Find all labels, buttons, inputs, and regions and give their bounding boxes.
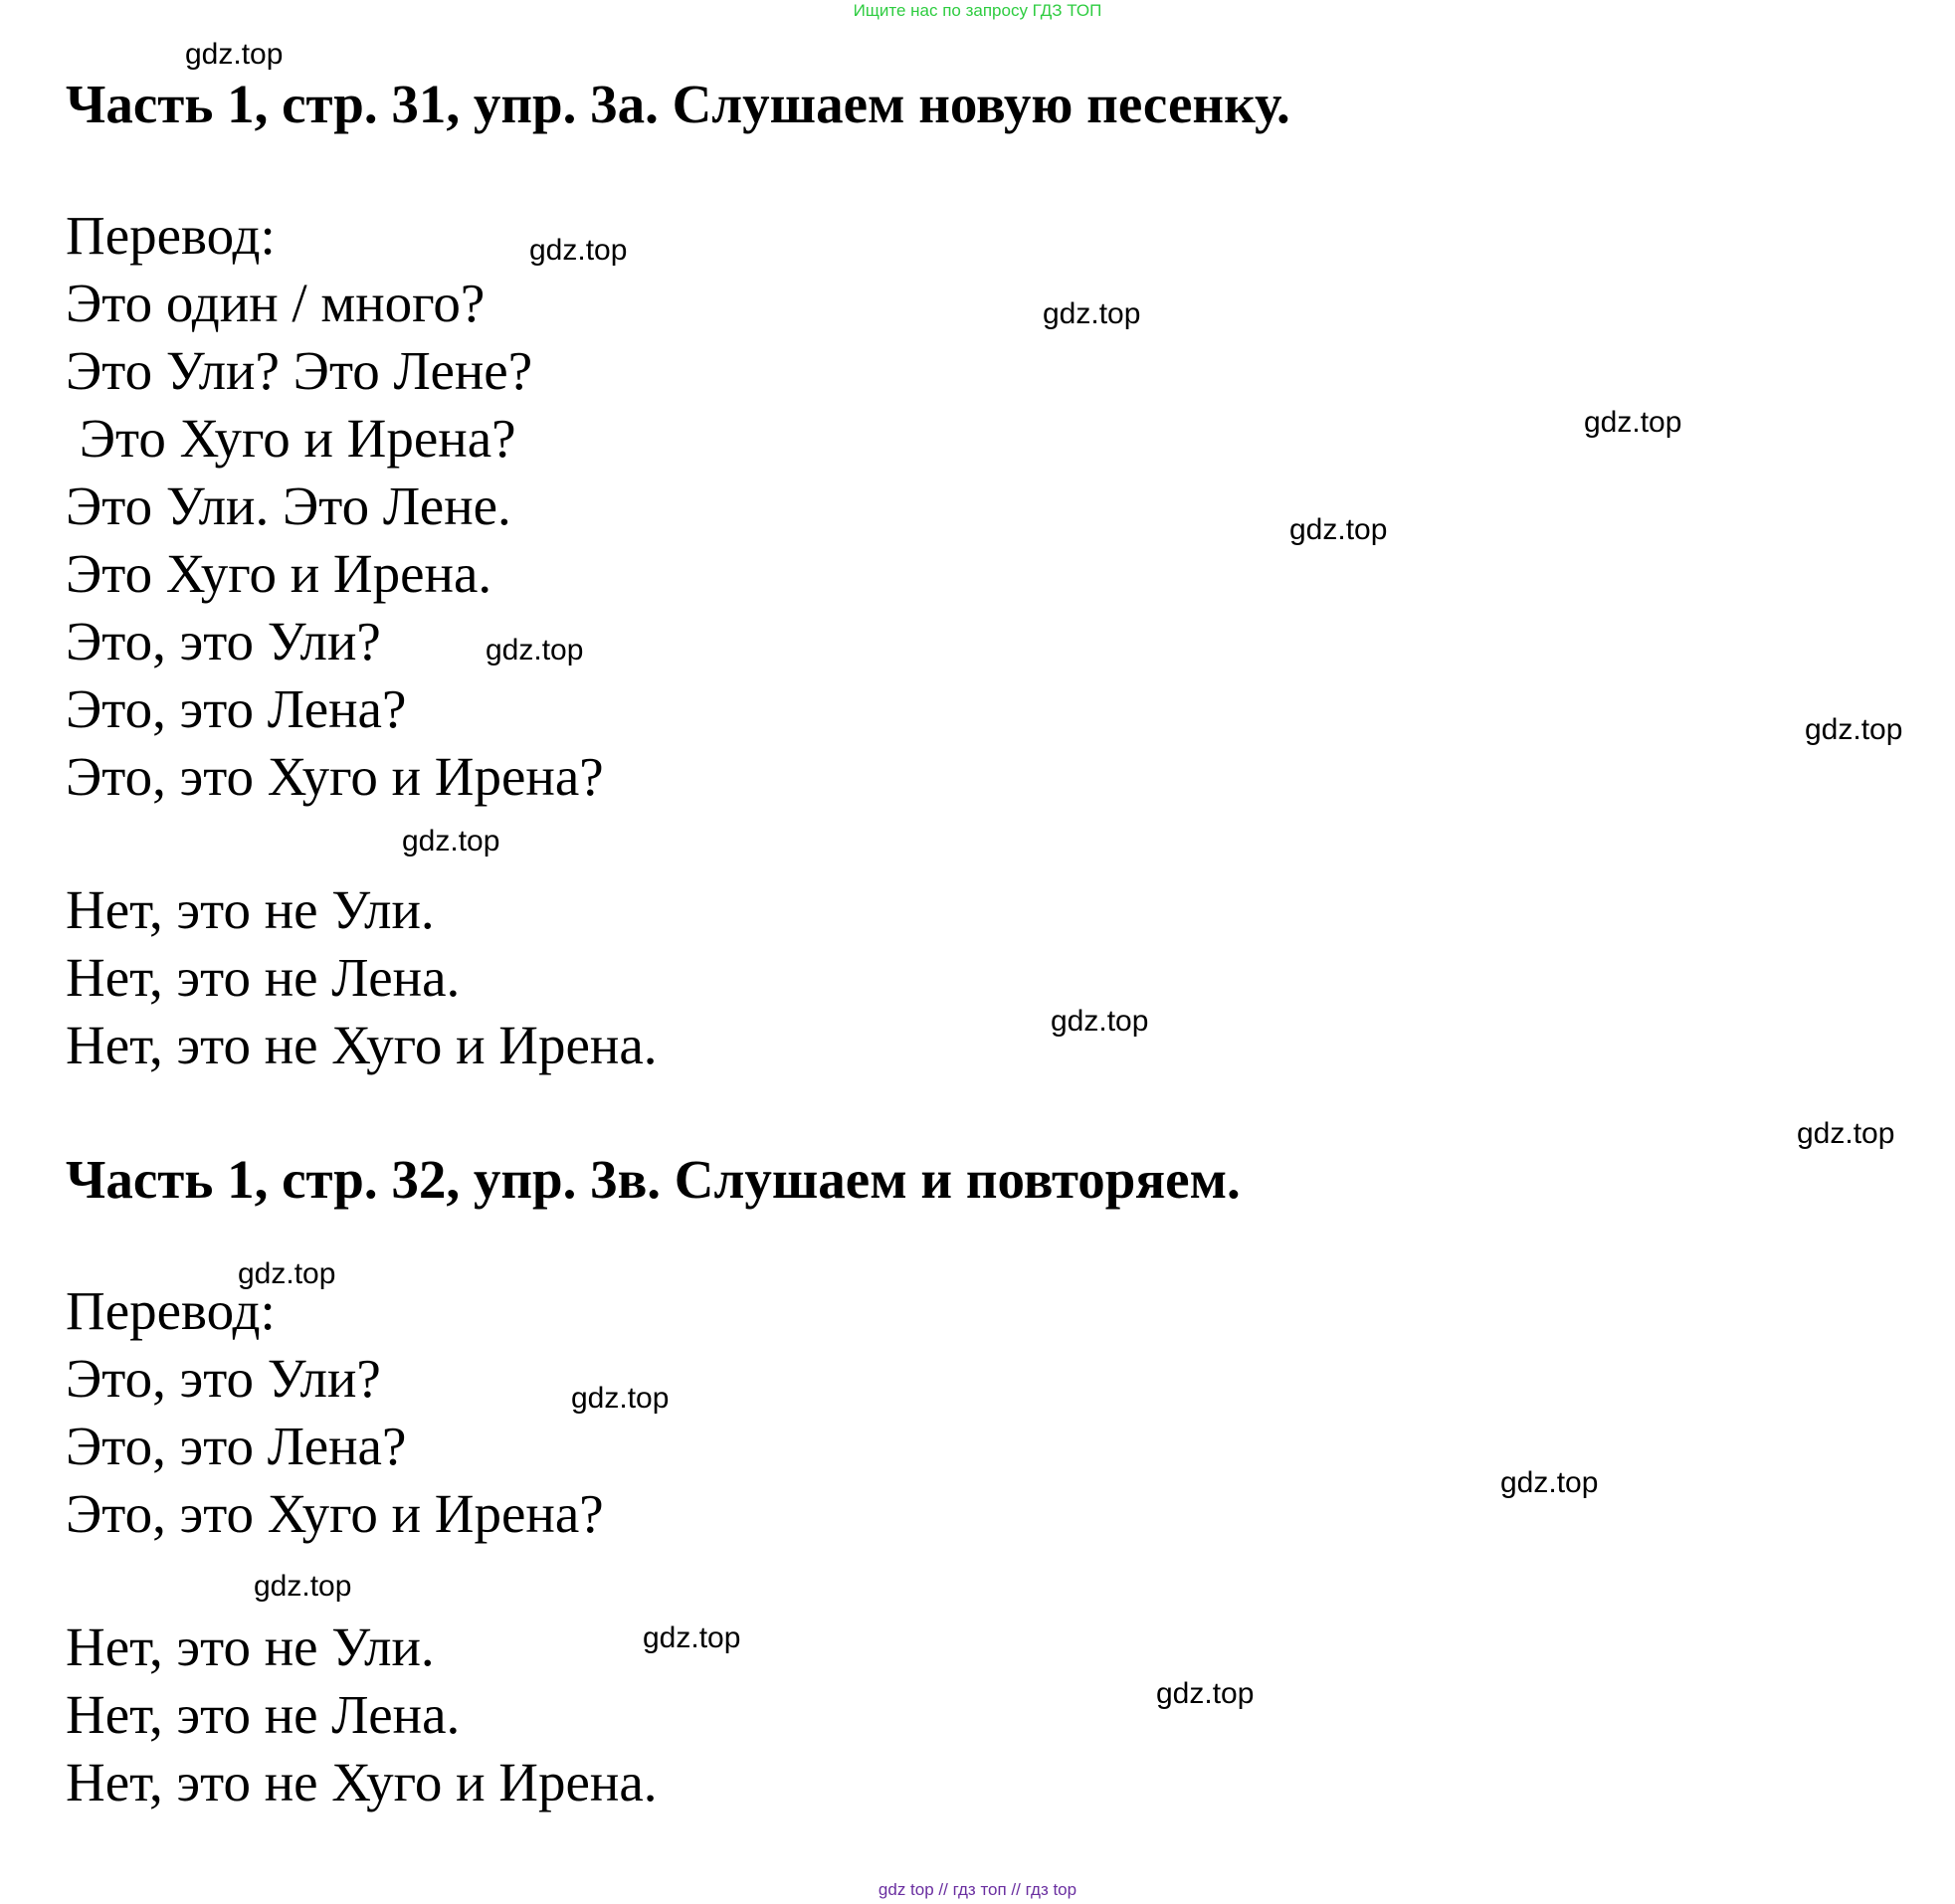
watermark: gdz.top [1289,513,1388,546]
section2-heading: Часть 1, стр. 32, упр. 3в. Слушаем и повторяем. [66,1149,1241,1210]
section2-line: Нет, это не Лена. [66,1684,461,1745]
top-banner: Ищите нас по запросу ГДЗ ТОП [853,1,1102,20]
section1-line: Перевод: [66,205,276,266]
watermark: gdz.top [1805,713,1903,746]
section2-line: Нет, это не Ули. [66,1617,435,1677]
section2-line: Перевод: [66,1280,276,1341]
watermark: gdz.top [1156,1677,1255,1710]
watermark: gdz.top [1797,1117,1895,1150]
section1-line: Нет, это не Хуго и Ирена. [66,1015,658,1075]
watermark: gdz.top [643,1621,741,1654]
section1-line: Это, это Ули? [66,611,381,671]
watermark: gdz.top [1043,297,1141,330]
section1-heading: Часть 1, стр. 31, упр. 3а. Слушаем новую песенку. [66,74,1290,134]
section1-line: Нет, это не Ули. [66,879,435,940]
watermark: gdz.top [185,38,284,71]
section1-line: Это, это Хуго и Ирена? [66,746,604,807]
section2-line: Нет, это не Хуго и Ирена. [66,1752,658,1812]
section1-line: Нет, это не Лена. [66,947,461,1008]
watermark: gdz.top [571,1382,670,1415]
watermark: gdz.top [1584,406,1682,439]
watermark: gdz.top [1500,1466,1599,1499]
section1-line: Это Ули. Это Лене. [66,476,511,536]
watermark: gdz.top [486,634,584,666]
section1-line: Это Хуго и Ирена. [66,543,492,604]
section2-line: Это, это Лена? [66,1416,407,1476]
section1-line: Это, это Лена? [66,678,407,739]
watermark: gdz.top [238,1257,336,1290]
watermark: gdz.top [1051,1005,1149,1038]
watermark: gdz.top [254,1570,352,1603]
section1-line: Это Хуго и Ирена? [66,408,516,469]
footer: gdz top // гдз топ // гдз top [878,1880,1077,1899]
section1-line: Это один / много? [66,273,486,333]
section1-line: Это Ули? Это Лене? [66,340,533,401]
section2-line: Это, это Хуго и Ирена? [66,1483,604,1544]
section2-line: Это, это Ули? [66,1348,381,1409]
watermark: gdz.top [402,825,500,857]
watermark: gdz.top [529,234,628,267]
